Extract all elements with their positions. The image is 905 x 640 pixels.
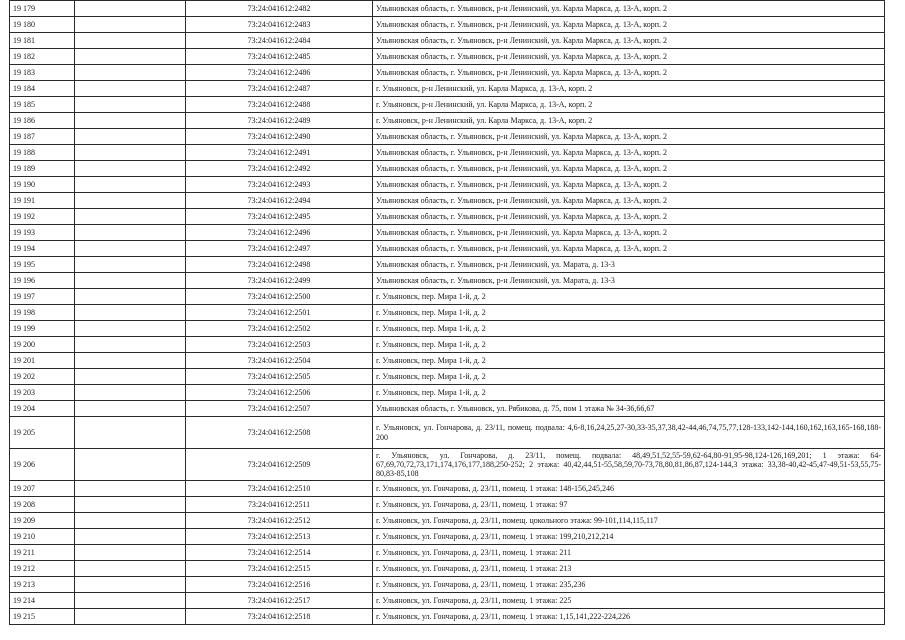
row-number-cell: 19 188 — [10, 145, 75, 161]
address-cell: г. Ульяновск, ул. Гончарова, д. 23/11, помещ. цокольного этажа: 99-101,114,115,117 — [373, 513, 885, 529]
row-number-cell: 19 193 — [10, 225, 75, 241]
empty-cell — [75, 289, 186, 305]
address-cell: Ульяновская область, г. Ульяновск, р-н Ленинский, ул. Карла Маркса, д. 13-А, корп. 2 — [373, 193, 885, 209]
empty-cell — [75, 33, 186, 49]
row-number-cell: 19 194 — [10, 241, 75, 257]
row-number-cell: 19 200 — [10, 337, 75, 353]
table-row — [10, 609, 885, 625]
cadastral-number-cell: 73:24:041612:2510 — [186, 481, 373, 497]
empty-cell — [75, 449, 186, 481]
table-row — [10, 33, 885, 49]
address-cell: г. Ульяновск, пер. Мира 1-й, д. 2 — [373, 321, 885, 337]
cadastral-number-cell: 73:24:041612:2499 — [186, 273, 373, 289]
cadastral-number-cell: 73:24:041612:2486 — [186, 65, 373, 81]
address-cell: Ульяновская область, г. Ульяновск, р-н Ленинский, ул. Марата, д. 13-3 — [373, 257, 885, 273]
address-cell: г. Ульяновск, пер. Мира 1-й, д. 2 — [373, 305, 885, 321]
cadastral-number-cell: 73:24:041612:2495 — [186, 209, 373, 225]
cadastral-number-cell: 73:24:041612:2511 — [186, 497, 373, 513]
address-cell: Ульяновская область, г. Ульяновск, р-н Ленинский, ул. Карла Маркса, д. 13-А, корп. 2 — [373, 49, 885, 65]
empty-cell — [75, 257, 186, 273]
document-page — [9, 0, 885, 625]
empty-cell — [75, 561, 186, 577]
empty-cell — [75, 369, 186, 385]
empty-cell — [75, 353, 186, 369]
row-number-cell: 19 202 — [10, 369, 75, 385]
table-row — [10, 225, 885, 241]
cadastral-number-cell: 73:24:041612:2504 — [186, 353, 373, 369]
table-row — [10, 369, 885, 385]
address-cell: г. Ульяновск, ул. Гончарова, д. 23/11, помещ. подвала: 4,6-8,16,24,25,27-30,33-35,37,38,42-44,46,74,75,77,128-133,142-144,160,162,163,165-168,188-200 — [373, 417, 885, 449]
row-number-cell: 19 203 — [10, 385, 75, 401]
address-cell: Ульяновская область, г. Ульяновск, р-н Ленинский, ул. Карла Маркса, д. 13-А, корп. 2 — [373, 65, 885, 81]
table-row — [10, 49, 885, 65]
table-row — [10, 241, 885, 257]
table-row — [10, 81, 885, 97]
table-row — [10, 529, 885, 545]
cadastral-number-cell: 73:24:041612:2490 — [186, 129, 373, 145]
address-cell: г. Ульяновск, р-н Ленинский, ул. Карла Маркса, д. 13-А, корп. 2 — [373, 97, 885, 113]
row-number-cell: 19 213 — [10, 577, 75, 593]
empty-cell — [75, 577, 186, 593]
address-cell: Ульяновская область, г. Ульяновск, р-н Ленинский, ул. Марата, д. 13-3 — [373, 273, 885, 289]
cadastral-number-cell: 73:24:041612:2507 — [186, 401, 373, 417]
cadastral-number-cell: 73:24:041612:2484 — [186, 33, 373, 49]
empty-cell — [75, 97, 186, 113]
table-row — [10, 337, 885, 353]
row-number-cell: 19 197 — [10, 289, 75, 305]
address-cell: Ульяновская область, г. Ульяновск, р-н Ленинский, ул. Карла Маркса, д. 13-А, корп. 2 — [373, 209, 885, 225]
table-row — [10, 305, 885, 321]
empty-cell — [75, 177, 186, 193]
address-cell: г. Ульяновск, ул. Гончарова, д. 23/11, помещ. 1 этажа: 148-156,245,246 — [373, 481, 885, 497]
address-cell: Ульяновская область, г. Ульяновск, р-н Ленинский, ул. Карла Маркса, д. 13-А, корп. 2 — [373, 129, 885, 145]
empty-cell — [75, 49, 186, 65]
empty-cell — [75, 241, 186, 257]
empty-cell — [75, 497, 186, 513]
row-number-cell: 19 185 — [10, 97, 75, 113]
empty-cell — [75, 193, 186, 209]
address-cell: г. Ульяновск, р-н Ленинский, ул. Карла Маркса, д. 13-А, корп. 2 — [373, 113, 885, 129]
empty-cell — [75, 81, 186, 97]
address-cell: г. Ульяновск, пер. Мира 1-й, д. 2 — [373, 353, 885, 369]
cadastral-number-cell: 73:24:041612:2500 — [186, 289, 373, 305]
address-cell: г. Ульяновск, ул. Гончарова, д. 23/11, помещ. 1 этажа: 235,236 — [373, 577, 885, 593]
empty-cell — [75, 513, 186, 529]
row-number-cell: 19 211 — [10, 545, 75, 561]
cadastral-number-cell: 73:24:041612:2482 — [186, 1, 373, 17]
row-number-cell: 19 195 — [10, 257, 75, 273]
cadastral-number-cell: 73:24:041612:2505 — [186, 369, 373, 385]
table-row — [10, 401, 885, 417]
empty-cell — [75, 337, 186, 353]
registry-table — [9, 0, 885, 625]
row-number-cell: 19 208 — [10, 497, 75, 513]
table-row — [10, 353, 885, 369]
cadastral-number-cell: 73:24:041612:2496 — [186, 225, 373, 241]
row-number-cell: 19 191 — [10, 193, 75, 209]
row-number-cell: 19 206 — [10, 449, 75, 481]
table-row — [10, 113, 885, 129]
table-row — [10, 257, 885, 273]
empty-cell — [75, 273, 186, 289]
empty-cell — [75, 225, 186, 241]
row-number-cell: 19 210 — [10, 529, 75, 545]
table-row — [10, 513, 885, 529]
address-cell: г. Ульяновск, ул. Гончарова, д. 23/11, помещ. 1 этажа: 199,210,212,214 — [373, 529, 885, 545]
cadastral-number-cell: 73:24:041612:2502 — [186, 321, 373, 337]
table-row — [10, 561, 885, 577]
empty-cell — [75, 113, 186, 129]
cadastral-number-cell: 73:24:041612:2497 — [186, 241, 373, 257]
empty-cell — [75, 593, 186, 609]
empty-cell — [75, 161, 186, 177]
cadastral-number-cell: 73:24:041612:2506 — [186, 385, 373, 401]
row-number-cell: 19 180 — [10, 17, 75, 33]
row-number-cell: 19 201 — [10, 353, 75, 369]
address-cell: г. Ульяновск, ул. Гончарова, д. 23/11, помещ. 1 этажа: 211 — [373, 545, 885, 561]
row-number-cell: 19 189 — [10, 161, 75, 177]
table-row — [10, 161, 885, 177]
table-row — [10, 417, 885, 449]
cadastral-number-cell: 73:24:041612:2494 — [186, 193, 373, 209]
cadastral-number-cell: 73:24:041612:2518 — [186, 609, 373, 625]
address-cell: г. Ульяновск, пер. Мира 1-й, д. 2 — [373, 385, 885, 401]
empty-cell — [75, 385, 186, 401]
address-cell: Ульяновская область, г. Ульяновск, р-н Ленинский, ул. Карла Маркса, д. 13-А, корп. 2 — [373, 225, 885, 241]
table-row — [10, 289, 885, 305]
table-row — [10, 593, 885, 609]
empty-cell — [75, 417, 186, 449]
cadastral-number-cell: 73:24:041612:2513 — [186, 529, 373, 545]
address-cell: г. Ульяновск, ул. Гончарова, д. 23/11, помещ. 1 этажа: 213 — [373, 561, 885, 577]
address-cell: г. Ульяновск, пер. Мира 1-й, д. 2 — [373, 289, 885, 305]
empty-cell — [75, 17, 186, 33]
empty-cell — [75, 401, 186, 417]
registry-table-body — [10, 1, 885, 625]
row-number-cell: 19 209 — [10, 513, 75, 529]
cadastral-number-cell: 73:24:041612:2492 — [186, 161, 373, 177]
table-row — [10, 273, 885, 289]
cadastral-number-cell: 73:24:041612:2503 — [186, 337, 373, 353]
row-number-cell: 19 192 — [10, 209, 75, 225]
row-number-cell: 19 204 — [10, 401, 75, 417]
address-cell: Ульяновская область, г. Ульяновск, р-н Ленинский, ул. Карла Маркса, д. 13-А, корп. 2 — [373, 241, 885, 257]
address-cell: Ульяновская область, г. Ульяновск, р-н Ленинский, ул. Карла Маркса, д. 13-А, корп. 2 — [373, 177, 885, 193]
cadastral-number-cell: 73:24:041612:2491 — [186, 145, 373, 161]
cadastral-number-cell: 73:24:041612:2509 — [186, 449, 373, 481]
cadastral-number-cell: 73:24:041612:2517 — [186, 593, 373, 609]
table-row — [10, 17, 885, 33]
cadastral-number-cell: 73:24:041612:2483 — [186, 17, 373, 33]
empty-cell — [75, 129, 186, 145]
table-row — [10, 193, 885, 209]
table-row — [10, 545, 885, 561]
cadastral-number-cell: 73:24:041612:2514 — [186, 545, 373, 561]
address-cell: Ульяновская область, г. Ульяновск, р-н Ленинский, ул. Карла Маркса, д. 13-А, корп. 2 — [373, 17, 885, 33]
table-row — [10, 1, 885, 17]
row-number-cell: 19 186 — [10, 113, 75, 129]
empty-cell — [75, 609, 186, 625]
row-number-cell: 19 205 — [10, 417, 75, 449]
empty-cell — [75, 305, 186, 321]
address-cell: г. Ульяновск, ул. Гончарова, д. 23/11, помещ. 1 этажа: 225 — [373, 593, 885, 609]
row-number-cell: 19 187 — [10, 129, 75, 145]
table-row — [10, 97, 885, 113]
row-number-cell: 19 214 — [10, 593, 75, 609]
row-number-cell: 19 199 — [10, 321, 75, 337]
address-cell: г. Ульяновск, пер. Мира 1-й, д. 2 — [373, 337, 885, 353]
row-number-cell: 19 198 — [10, 305, 75, 321]
address-cell: г. Ульяновск, ул. Гончарова, д. 23/11, помещ. 1 этажа: 97 — [373, 497, 885, 513]
cadastral-number-cell: 73:24:041612:2488 — [186, 97, 373, 113]
empty-cell — [75, 321, 186, 337]
row-number-cell: 19 179 — [10, 1, 75, 17]
row-number-cell: 19 184 — [10, 81, 75, 97]
row-number-cell: 19 183 — [10, 65, 75, 81]
address-cell: Ульяновская область, г. Ульяновск, ул. Рябикова, д. 75, пом 1 этажа № 34-36,66,67 — [373, 401, 885, 417]
address-cell: г. Ульяновск, ул. Гончарова, д. 23/11, помещ. 1 этажа: 1,15,141,222-224,226 — [373, 609, 885, 625]
address-cell: г. Ульяновск, пер. Мира 1-й, д. 2 — [373, 369, 885, 385]
table-row — [10, 209, 885, 225]
empty-cell — [75, 481, 186, 497]
cadastral-number-cell: 73:24:041612:2512 — [186, 513, 373, 529]
table-row — [10, 497, 885, 513]
table-row — [10, 449, 885, 481]
table-row — [10, 145, 885, 161]
empty-cell — [75, 545, 186, 561]
empty-cell — [75, 145, 186, 161]
table-row — [10, 577, 885, 593]
empty-cell — [75, 1, 186, 17]
address-cell: Ульяновская область, г. Ульяновск, р-н Ленинский, ул. Карла Маркса, д. 13-А, корп. 2 — [373, 1, 885, 17]
row-number-cell: 19 182 — [10, 49, 75, 65]
table-row — [10, 177, 885, 193]
table-row — [10, 481, 885, 497]
address-cell: Ульяновская область, г. Ульяновск, р-н Ленинский, ул. Карла Маркса, д. 13-А, корп. 2 — [373, 145, 885, 161]
table-row — [10, 385, 885, 401]
table-row — [10, 321, 885, 337]
row-number-cell: 19 212 — [10, 561, 75, 577]
address-cell: г. Ульяновск, р-н Ленинский, ул. Карла Маркса, д. 13-А, корп. 2 — [373, 81, 885, 97]
cadastral-number-cell: 73:24:041612:2485 — [186, 49, 373, 65]
cadastral-number-cell: 73:24:041612:2489 — [186, 113, 373, 129]
address-cell: Ульяновская область, г. Ульяновск, р-н Ленинский, ул. Карла Маркса, д. 13-А, корп. 2 — [373, 161, 885, 177]
address-cell: Ульяновская область, г. Ульяновск, р-н Ленинский, ул. Карла Маркса, д. 13-А, корп. 2 — [373, 33, 885, 49]
row-number-cell: 19 215 — [10, 609, 75, 625]
empty-cell — [75, 209, 186, 225]
cadastral-number-cell: 73:24:041612:2493 — [186, 177, 373, 193]
cadastral-number-cell: 73:24:041612:2515 — [186, 561, 373, 577]
empty-cell — [75, 529, 186, 545]
table-row — [10, 65, 885, 81]
empty-cell — [75, 65, 186, 81]
row-number-cell: 19 181 — [10, 33, 75, 49]
cadastral-number-cell: 73:24:041612:2487 — [186, 81, 373, 97]
cadastral-number-cell: 73:24:041612:2516 — [186, 577, 373, 593]
table-row — [10, 129, 885, 145]
cadastral-number-cell: 73:24:041612:2501 — [186, 305, 373, 321]
address-cell: г. Ульяновск, ул. Гончарова, д. 23/11, помещ. подвала: 48,49,51,52,55-59,62-64,80-91,95-98,124-126,169,201; 1 этажа: 64-67,69,70,72,73,171,174,176,177,188,250-252; 2 этажа: 40,42,44,51-55,58,59,70-73,78,80,81,86,87,124-144,3 этажа: 33,38-40,42-45,47-49,51-53,55,75-80,83-85,108 — [373, 449, 885, 481]
cadastral-number-cell: 73:24:041612:2498 — [186, 257, 373, 273]
row-number-cell: 19 207 — [10, 481, 75, 497]
row-number-cell: 19 190 — [10, 177, 75, 193]
row-number-cell: 19 196 — [10, 273, 75, 289]
cadastral-number-cell: 73:24:041612:2508 — [186, 417, 373, 449]
